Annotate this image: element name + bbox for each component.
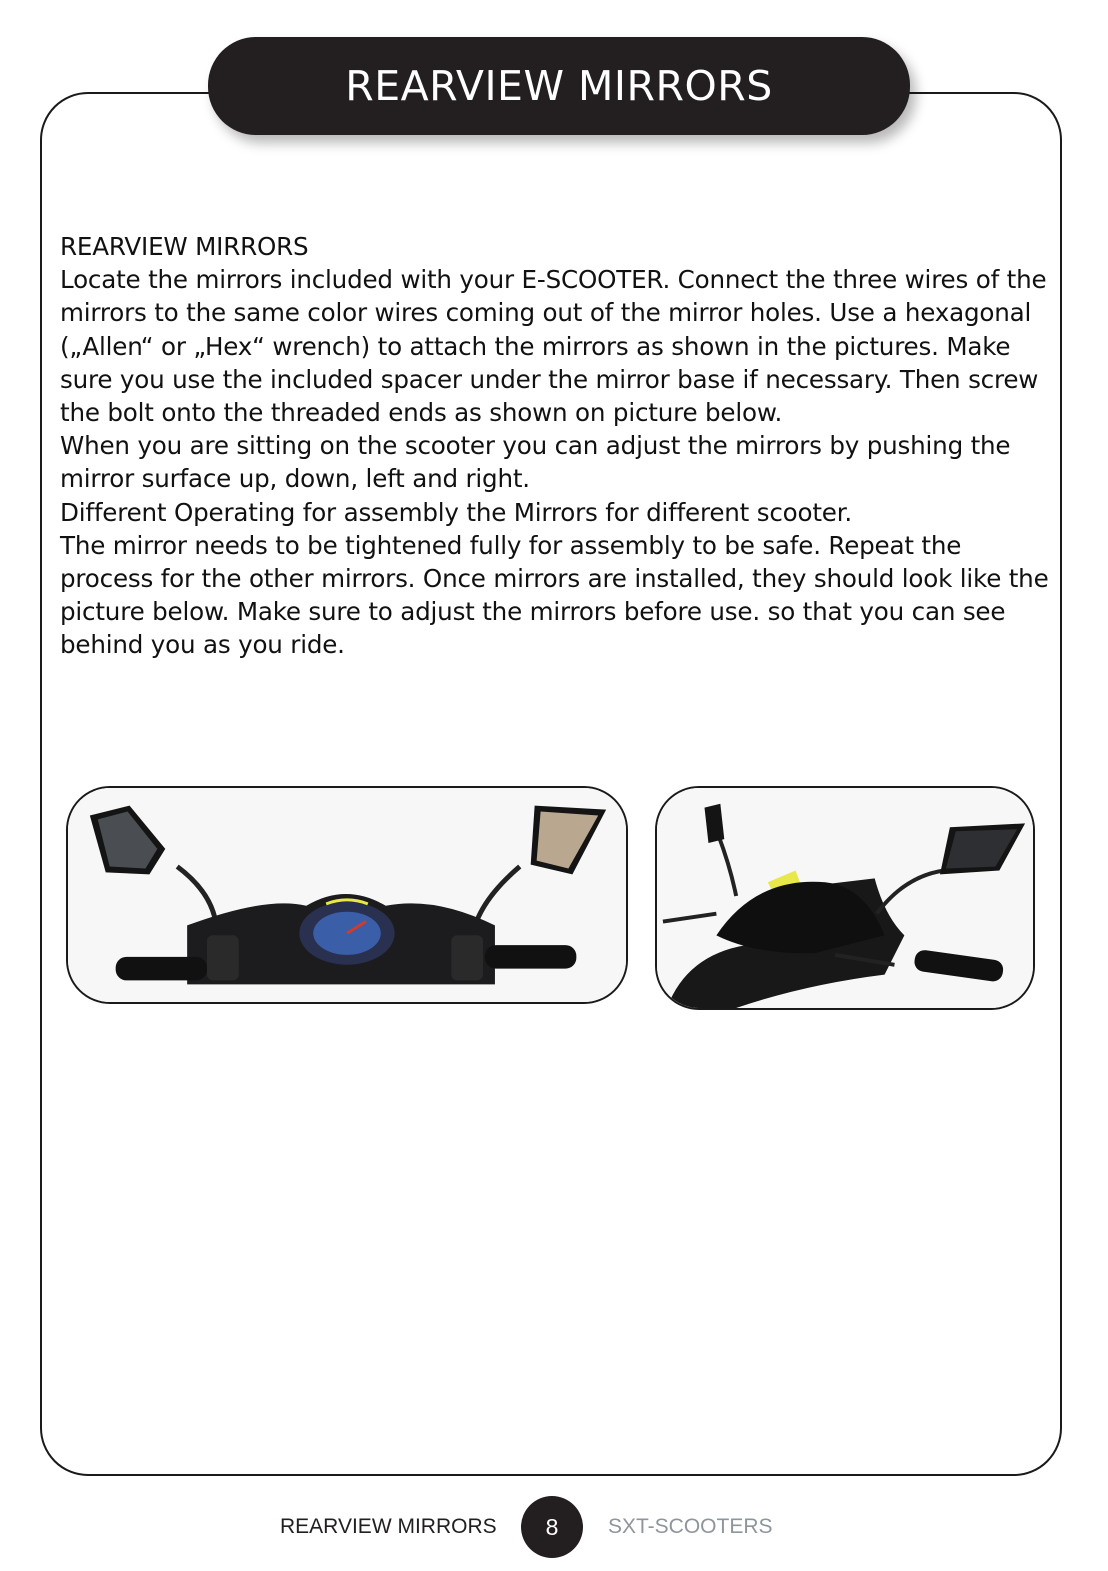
paragraph-operating-note: Different Operating for assembly the Mirrors for different scooter. (60, 497, 852, 527)
paragraph-installation: Locate the mirrors included with your E-SCOOTER. Connect the three wires of the mirrors to the same color wires coming out of the mirror holes. Use a hexagonal („Allen“ or „Hex“ wrench) to attach the mirrors as shown in the pictures. Make sure you use the included spacer under the mirror base if necessary. Then screw the bolt onto the threaded ends as shown on picture below. (60, 265, 1047, 428)
instructions-text (60, 230, 1050, 662)
page-title: REARVIEW MIRRORS (345, 62, 773, 110)
paragraph-adjustment: When you are sitting on the scooter you can adjust the mirrors by pushing the mirror surface up, down, left and right. (60, 431, 1011, 494)
section-heading: REARVIEW MIRRORS (60, 232, 309, 261)
paragraph-tightening: The mirror needs to be tightened fully for assembly to be safe. Repeat the process for the other mirrors. Once mirrors are installed, they should look like the picture below. Make sure to adjust the mirrors before use. so that you can see behind you as you ride. (60, 530, 1049, 660)
page-title-banner (208, 37, 910, 135)
footer-section-name: REARVIEW MIRRORS (280, 1515, 497, 1538)
photo-handlebar-side-view (655, 786, 1035, 1010)
page-number-badge (521, 1496, 583, 1558)
photo-handlebar-front-view (66, 786, 628, 1004)
footer-brand: SXT-SCOOTERS (608, 1515, 773, 1538)
page-number: 8 (545, 1513, 559, 1540)
